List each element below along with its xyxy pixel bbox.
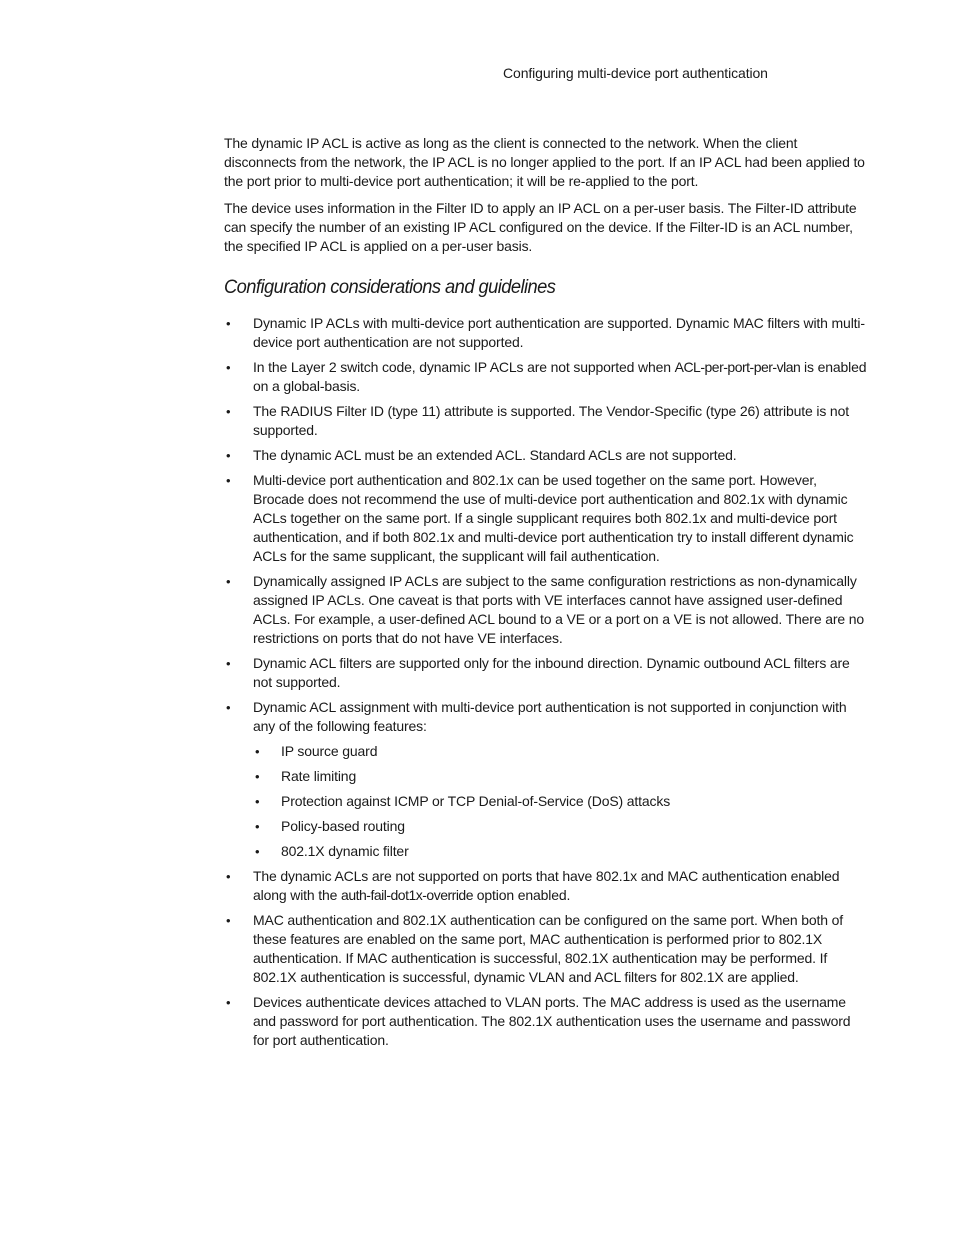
command-keyword: auth-fail-dot1x-override [341, 887, 474, 903]
sub-list-item [253, 767, 868, 786]
bullet-icon: • [255, 819, 260, 834]
list-item [224, 911, 868, 987]
bullet-icon: • [226, 360, 231, 375]
list-item [224, 654, 868, 692]
list-item-text: The dynamic ACL must be an extended ACL. Standard ACLs are not supported. [253, 447, 737, 463]
list-item [224, 993, 868, 1050]
list-item [224, 446, 868, 465]
list-item-text: is enabled on a global-basis. [253, 359, 867, 394]
sub-list-item-text: Rate limiting [281, 768, 357, 784]
command-keyword: ACL-per-port-per-vlan [674, 359, 801, 375]
list-item [224, 314, 868, 352]
list-item [224, 358, 868, 396]
sub-list-item [253, 792, 868, 811]
list-item-text: Dynamically assigned IP ACLs are subject to the same configuration restrictions as non-dynamically assigned IP ACLs. One caveat is that ports with VE interfaces cannot have assigned user-defined ACLs. For example, a user-defined ACL bound to a VE or a port on a VE is not allowed. There are no restrictions on ports that do not have VE interfaces. [253, 573, 864, 646]
list-item-text: Devices authenticate devices attached to VLAN ports. The MAC address is used as the username and password for port authentication. The 802.1X authentication uses the username and password for port authentication. [253, 994, 851, 1048]
list-item [224, 471, 868, 566]
bullet-icon: • [226, 656, 231, 671]
sub-list-item-text: 802.1X dynamic filter [281, 843, 409, 859]
list-item-text: MAC authentication and 802.1X authentication can be configured on the same port. When both of these features are enabled on the same port, MAC authentication is performed prior to 802.1X authentication. If MAC authentication is successful, 802.1X authentication may be performed. If 802.1X authentication is successful, dynamic VLAN and ACL filters for 802.1X are applied. [253, 912, 844, 985]
bullet-icon: • [255, 769, 260, 784]
list-item-text: Dynamic ACL assignment with multi-device port authentication is not supported in conjunction with any of the following features: [253, 699, 847, 734]
intro-paragraph: The dynamic IP ACL is active as long as the client is connected to the network. When the client disconnects from the network, the IP ACL is no longer applied to the port. If an IP ACL had been applied to the port prior to multi-device port authentication; it will be re-applied to the port. [224, 135, 865, 189]
bullet-icon: • [255, 844, 260, 859]
unsupported-features-list [253, 742, 868, 861]
list-item [224, 698, 868, 861]
bullet-icon: • [226, 574, 231, 589]
sub-list-item [253, 842, 868, 861]
list-item-text: The RADIUS Filter ID (type 11) attribute is supported. The Vendor-Specific (type 26) attribute is not supported. [253, 403, 849, 438]
list-item-text: Dynamic IP ACLs with multi-device port authentication are supported. Dynamic MAC filters with multi-device port authentication are not supported. [253, 315, 865, 350]
list-item-text: option enabled. [473, 887, 571, 903]
sub-list-item-text: Policy-based routing [281, 818, 405, 834]
list-item [224, 572, 868, 648]
sub-list-item-text: Protection against ICMP or TCP Denial-of-Service (DoS) attacks [281, 793, 671, 809]
list-item [224, 867, 868, 905]
bullet-icon: • [226, 316, 231, 331]
sub-list-item [253, 742, 868, 761]
filter-id-paragraph: The device uses information in the Filter ID to apply an IP ACL on a per-user basis. The Filter-ID attribute can specify the number of an existing IP ACL configured on the device. If the Filter-ID is an ACL number, the specified IP ACL is applied on a per-user basis. [224, 200, 857, 254]
list-item-text: Dynamic ACL filters are supported only for the inbound direction. Dynamic outbound ACL filters are not supported. [253, 655, 850, 690]
bullet-icon: • [226, 869, 231, 884]
page-body [224, 134, 868, 1056]
list-item-text: Multi-device port authentication and 802.1x can be used together on the same port. However, Brocade does not recommend the use of multi-device port authentication and 802.1x with dynamic ACLs together on the same port. If a single supplicant requires both 802.1x and multi-device port authentication, and if both 802.1x and multi-device port authentication try to install different dynamic ACLs for the same supplicant, the supplicant will fail authentication. [253, 472, 854, 564]
section-heading: Configuration considerations and guidelines [224, 276, 556, 298]
bullet-icon: • [226, 448, 231, 463]
bullet-icon: • [226, 700, 231, 715]
bullet-icon: • [255, 794, 260, 809]
bullet-icon: • [226, 404, 231, 419]
bullet-icon: • [226, 995, 231, 1010]
bullet-icon: • [226, 913, 231, 928]
sub-list-item-text: IP source guard [281, 743, 378, 759]
bullet-icon: • [255, 744, 260, 759]
list-item-text: The dynamic ACLs are not supported on ports that have 802.1x and MAC authentication enabled along with the [253, 868, 840, 903]
guidelines-list [224, 314, 868, 1050]
bullet-icon: • [226, 473, 231, 488]
list-item-text: In the Layer 2 switch code, dynamic IP ACLs are not supported when [253, 359, 675, 375]
sub-list-item [253, 817, 868, 836]
running-header: Configuring multi-device port authentication [503, 65, 768, 81]
list-item [224, 402, 868, 440]
